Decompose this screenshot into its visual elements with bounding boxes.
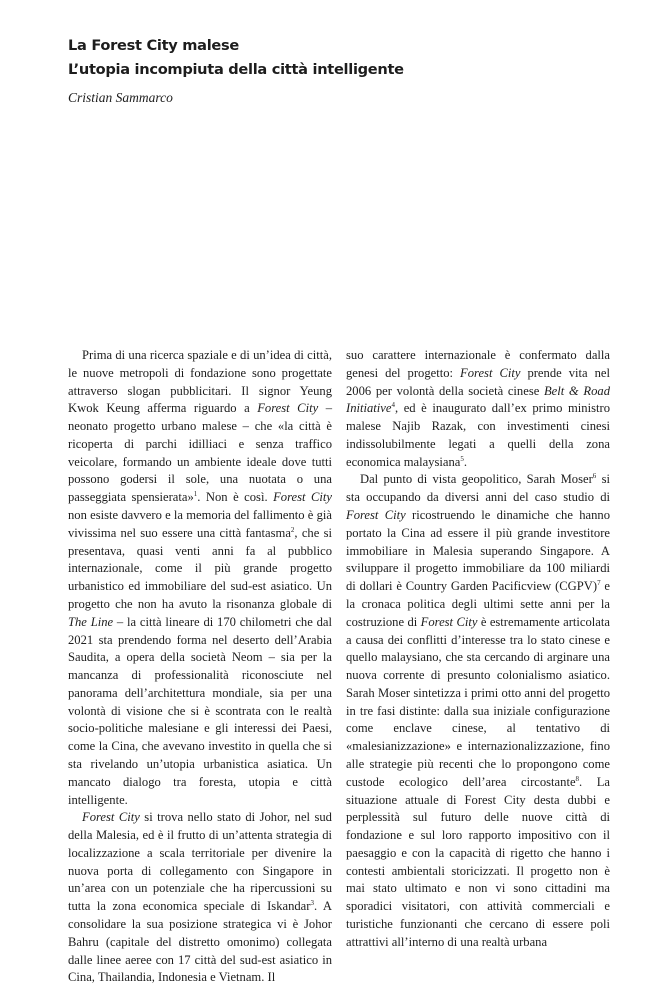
text-run: . [463,454,467,469]
italic-run: Forest City [257,401,319,416]
text-run: – la città lineare di 170 chilometri che dal 2021 sta prendendo forma nel deserto dell’Arabia Saudita, a opera della società Neom – sia per la mancanza di professionalità riconosciute nel panorama dell’architettura mondiale, sia per una volontà di visione che si è scontrata con le realtà socio-politiche malesiane e gli interessi dei Paesi, come la Cina, che avevano investito in quella che si sta rivelando un’utopia urbanistica asiatica. Un mancato dialogo tra foresta, utopia e città intelligente. [68,614,332,807]
text-run: ricostruendo le dinamiche che hanno portato la Cina ad essere il più grande investitore immobiliare in Malesia superando Singapore. A sviluppare il progetto immobiliare da 100 miliardi di dollari è Country Garden Pacificview (CGPV) [346,508,610,594]
text-run: e la cronaca politica degli ultimi sette anni per la costruzione di [346,579,610,629]
italic-run: Belt & Road Initiative [346,383,610,416]
footnote-ref: 7 [597,578,601,587]
paragraph [346,471,610,951]
italic-run: Forest City [82,810,140,825]
text-run: , ed è inaugurato dall’ex primo ministro malese Najib Razak, con investimenti cinesi indissolubilmente legati a quelli della zona economica malaysiana [346,401,610,469]
footnote-ref: 5 [460,454,464,463]
left-column [68,347,332,987]
italic-run: Forest City [460,365,521,380]
text-run: è estremamente articolata a causa dei conflitti d’interesse tra lo stato cinese e quello malaysiano, che sta cercando di arginare una nuova corrente di presunto colonialismo asiatico. Sarah Moser sintetizza i primi otto anni del progetto in tre fasi distinte: dalla sua iniziale configurazione come enclave cinese, al tentativo di «malesianizzazione» e internazionalizzazione, fino alle strategie più recenti che lo propongono come custode ecologico dell’area circostante [346,614,610,789]
text-run: non esiste davvero e la memoria del fallimento è già vivissima nel suo essere una città fantasma [68,508,332,540]
text-run: si sta occupando da diversi anni del caso studio di [346,472,610,505]
text-run: prende vita nel 2006 per volontà della società cinese [346,365,610,398]
text-run: . Non è così. [197,490,274,505]
footnote-ref: 8 [575,774,580,783]
italic-run: Forest City [346,508,406,523]
paragraph [68,347,332,809]
italic-run: The Line [68,614,114,629]
article-title [68,34,404,82]
title-line-1: La Forest City malese [68,37,239,54]
footnote-ref: 3 [310,899,314,908]
footnote-ref: 4 [391,401,395,410]
text-run: Dal punto di vista geopolitico, Sarah Moser [360,472,593,487]
paragraph [346,347,610,471]
text-run: , che si presentava, quasi venti anni fa al pubblico internazionale, come il più grande progetto urbanistico ed immobiliare del sud-est asiatico. Un progetto che non ha avuto la risonanza globale di [68,525,332,611]
footnote-ref: 2 [290,525,295,534]
text-run: – neonato progetto urbano malese – che «la città è ricoperta di parchi idilliaci e senza traffico veicolare, formando un ambiente ideale dove tutti possono godersi il sole, una nuotata o una passeggiata spensierata» [68,401,332,505]
author-name: Cristian Sammarco [68,90,173,105]
title-line-2: L’utopia incompiuta della città intelligente [68,61,404,78]
paragraph [68,809,332,987]
right-column [346,347,610,952]
italic-run: Forest City [273,490,332,505]
text-run: si trova nello stato di Johor, nel sud della Malesia, ed è il frutto di un’attenta strategia di localizzazione a scala territoriale per divenire la nuova porta di collegamento con Singapore in un’area con un potenziale che ha ripercussioni su tutta la zona economica speciale di Iskandar [68,810,332,914]
text-run: Prima di una ricerca spaziale e di un’idea di città, le nuove metropoli di fondazione sono progettate attraverso slogan pubblicitari. Il signor Yeung Kwok Keung afferma riguardo a [68,348,332,416]
italic-run: Forest City [420,614,478,629]
footnote-ref: 6 [592,472,597,481]
text-run: suo carattere internazionale è confermato dalla genesi del progetto: [346,348,610,380]
text-run: . A consolidare la sua posizione strategica vi è Johor Bahru (capitale del distretto omonimo) collegata dalle linee aeree con 17 città del sud-est asiatico in Cina, Thailandia, Indonesia e Vietnam. Il [68,899,332,985]
footnote-ref: 1 [193,490,198,499]
text-run: . La situazione attuale di Forest City desta dubbi e perplessità sul futuro delle nuove città di fondazione e sul loro rapporto impositivo con il paesaggio e con la capacità di rigetto che hanno i contesti ambientali storicizzati. Il progetto non è mai stato ultimato e non vi sono cittadini ma sporadici visitatori, con attività commerciali e turistiche funzionanti che cercano di essere poli attrattivi all’interno di una realtà urbana [346,774,610,949]
